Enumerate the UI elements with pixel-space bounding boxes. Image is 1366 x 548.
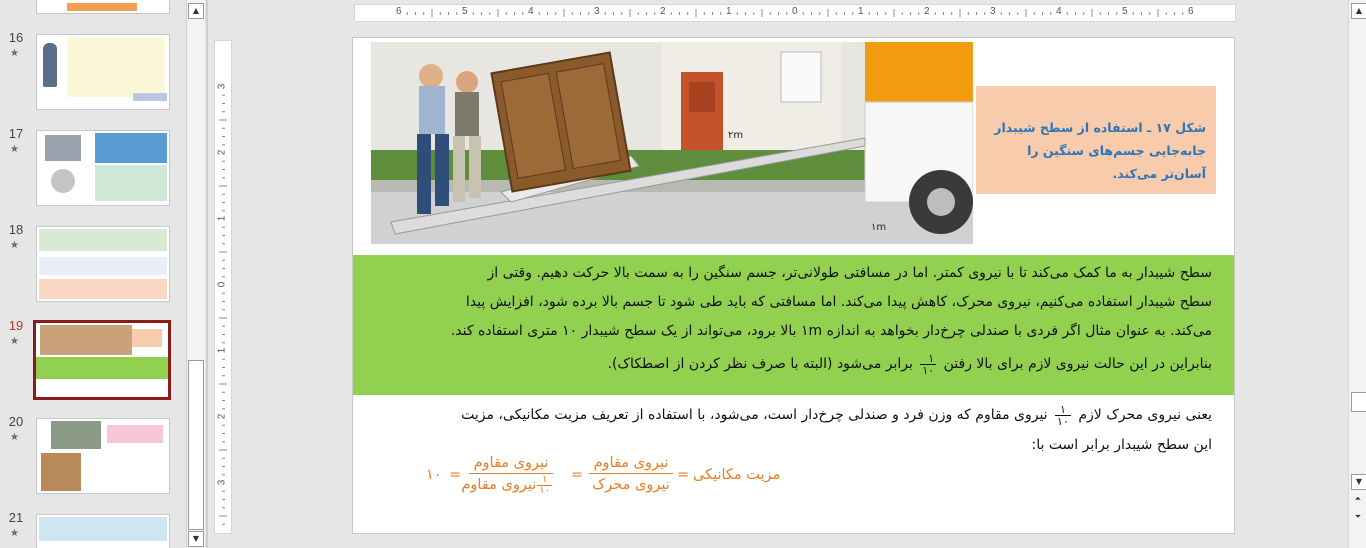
green-line-4-start: بنابراین در این حالت نیروی لازم برای بالا رفتن	[943, 356, 1212, 372]
scroll-down-arrow-icon[interactable]: ▼	[188, 531, 204, 547]
ruler-label: 0	[216, 281, 228, 288]
slide-canvas[interactable]	[352, 37, 1235, 534]
slide-number: 21	[8, 510, 24, 525]
slide-thumbnail-17[interactable]	[36, 130, 170, 206]
fraction-denominator: ۱۰	[1057, 414, 1069, 428]
slide-number: 16	[8, 30, 24, 45]
animation-star-icon: ★	[10, 528, 19, 539]
ruler-label: 1	[726, 6, 732, 17]
formula-equals: =	[571, 467, 584, 483]
next-slide-icon[interactable]: ⏷	[1354, 512, 1362, 521]
slide-thumbnail-20[interactable]	[36, 418, 170, 494]
formula-f2-denominator	[461, 473, 553, 496]
formula-equals: =	[449, 467, 462, 483]
fraction-numerator: ۱	[920, 353, 936, 365]
fraction-numerator: ۱	[1055, 404, 1071, 416]
vertical-ruler[interactable]	[214, 40, 232, 534]
slide-thumbnail-pane	[0, 0, 185, 548]
previous-slide-icon[interactable]: ⏶	[1354, 494, 1362, 503]
body-line-1	[353, 400, 1234, 430]
pane-splitter[interactable]	[206, 0, 208, 548]
animation-star-icon: ★	[10, 432, 19, 443]
thumbnail-scrollbar[interactable]	[186, 0, 205, 548]
fraction-one-tenth	[920, 353, 936, 376]
body-line-2: این سطح شیبدار برابر است با:	[1031, 437, 1212, 453]
body-line-1-end: نیروی مقاوم که وزن فرد و صندلی چرخ‌دار است، می‌شود، با استفاده از تعریف مزیت مکانیکی، مزیت	[461, 407, 1048, 423]
formula-fraction-2	[461, 453, 553, 496]
ruler-label: 6	[1188, 6, 1194, 17]
inner-denominator: ۱۰	[539, 484, 550, 496]
formula-f2-denominator-word: نیروی مقاوم	[461, 477, 537, 493]
scroll-up-arrow-icon[interactable]: ▲	[188, 3, 204, 19]
scroll-down-arrow-icon[interactable]: ▼	[1351, 474, 1366, 490]
ruler-label: 1	[216, 215, 228, 222]
animation-star-icon: ★	[10, 48, 19, 59]
formula-f1-denominator: نیروی محرک	[592, 477, 670, 493]
scrollbar-thumb[interactable]	[188, 360, 204, 530]
animation-star-icon: ★	[10, 240, 19, 251]
figure-caption: شکل ۱۷ ـ استفاده از سطح شیبدار جابه‌جایی جسم‌های سنگین را آسان‌تر می‌کند.	[994, 120, 1206, 181]
moving-dresser-ramp-illustration	[371, 42, 973, 244]
slide-number: 20	[8, 414, 24, 429]
mechanical-advantage-formula[interactable]	[421, 453, 821, 503]
ruler-label: 4	[528, 6, 534, 17]
ramp-length-label: ۲m	[728, 130, 744, 141]
ruler-label: 5	[1122, 6, 1128, 17]
body-line-1-start: یعنی نیروی محرک لازم	[1078, 407, 1212, 423]
formula-fraction-1	[589, 453, 673, 496]
formula-equals: =	[677, 467, 690, 483]
editor-scrollbar[interactable]	[1348, 0, 1366, 548]
slide-thumbnail-15-partial[interactable]	[36, 0, 170, 14]
ruler-label: 1	[858, 6, 864, 17]
ruler-label: 2	[660, 6, 666, 17]
fraction-one-tenth	[1055, 404, 1071, 427]
green-line-2: سطح شیبدار استفاده می‌کنیم، نیروی محرک، کاهش پیدا می‌کند. اما مسافتی که باید طی شود تا جسم بالا برده شود، افزایش پیدا	[465, 294, 1212, 310]
animation-star-icon: ★	[10, 336, 19, 347]
slide-thumbnail-21[interactable]	[36, 514, 170, 548]
scrollbar-thumb[interactable]	[1351, 392, 1366, 412]
figure-caption-box[interactable]	[976, 86, 1216, 194]
green-text-box[interactable]	[353, 255, 1234, 395]
animation-star-icon: ★	[10, 144, 19, 155]
body-text-box[interactable]	[353, 400, 1234, 460]
horizontal-ruler[interactable]	[354, 4, 1236, 22]
green-line-3: می‌کند. به عنوان مثال اگر فردی با صندلی چرخ‌دار بخواهد به اندازه ۱m بالا برود، می‌تواند از یک سطح شیبدار ۱۰ متری استفاده کند.	[450, 323, 1212, 339]
ruler-label: 3	[216, 83, 228, 90]
ruler-label: 2	[216, 413, 228, 420]
formula-result: ۱۰	[426, 467, 442, 483]
ruler-label: 2	[216, 149, 228, 156]
ruler-label: 3	[594, 6, 600, 17]
ruler-label: 4	[1056, 6, 1062, 17]
slide-number: 19	[8, 318, 24, 333]
green-line-4	[353, 346, 1234, 382]
formula-f1-numerator: نیروی مقاوم	[589, 453, 673, 474]
formula-inner-fraction	[537, 475, 552, 496]
green-line-4-end: برابر می‌شود (البته با صرف نظر کردن از اصطکاک).	[607, 356, 913, 372]
green-line-1: سطح شیبدار به ما کمک می‌کند تا با نیروی کمتر. اما در مسافتی طولانی‌تر، جسم سنگین را به سمت بالا حرکت دهیم. وقتی از	[487, 265, 1212, 281]
ruler-label: 2	[924, 6, 930, 17]
ruler-label: 5	[462, 6, 468, 17]
ruler-label: 3	[216, 479, 228, 486]
ruler-label: 3	[990, 6, 996, 17]
slide-thumbnail-16[interactable]	[36, 34, 170, 110]
slide-number: 18	[8, 222, 24, 237]
fraction-denominator: ۱۰	[922, 363, 935, 377]
slide-number: 17	[8, 126, 24, 141]
ruler-label: 6	[396, 6, 402, 17]
inner-numerator: ۱	[537, 475, 552, 486]
slide-thumbnail-18[interactable]	[36, 226, 170, 302]
slide-thumbnail-19-selected[interactable]	[33, 320, 171, 400]
scroll-up-arrow-icon[interactable]: ▲	[1351, 3, 1366, 19]
ruler-label: 1	[216, 347, 228, 354]
formula-lhs: مزیت مکانیکی	[693, 467, 781, 483]
formula-f2-numerator: نیروی مقاوم	[469, 453, 553, 474]
ruler-label: 0	[792, 6, 798, 17]
ramp-height-label: ۱m	[871, 222, 887, 233]
